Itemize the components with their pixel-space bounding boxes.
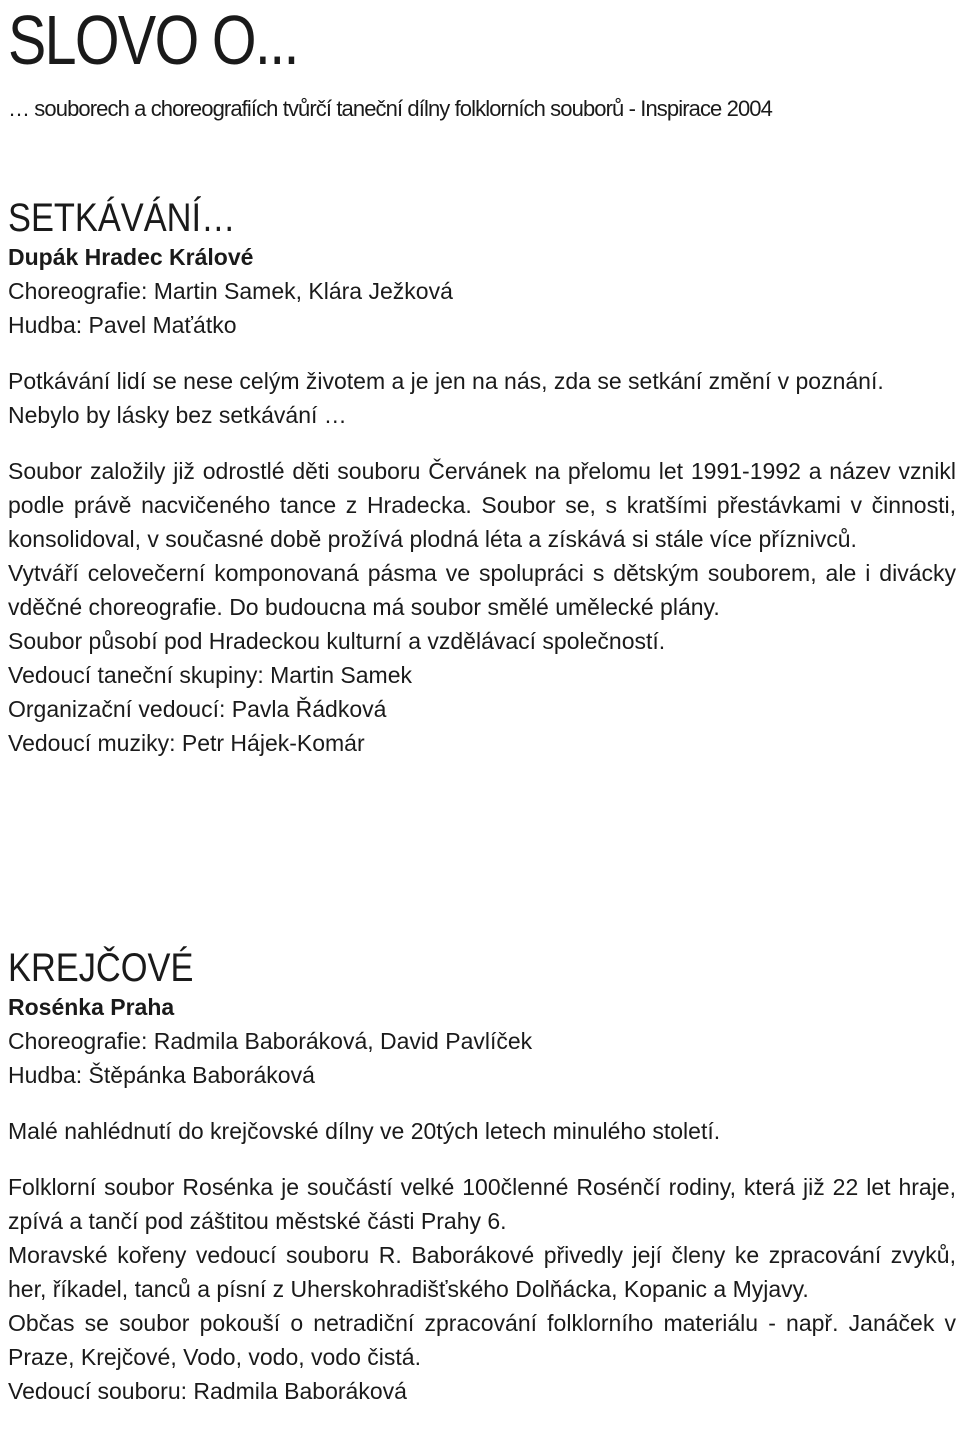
section-setkavani	[8, 196, 956, 760]
choreography-credit: Choreografie: Martin Samek, Klára Ježková	[8, 278, 453, 304]
music-leader: Vedoucí muziky: Petr Hájek-Komár	[8, 730, 365, 756]
choreography-credit: Choreografie: Radmila Baboráková, David Pavlíček	[8, 1028, 533, 1054]
page-subtitle: … souborech a choreografiích tvůrčí taneční dílny folklorních souborů - Inspirace 2004	[8, 96, 772, 121]
body-paragraph: Občas se soubor pokouší o netradiční zpracování folklorního materiálu - např. Janáček v Praze, Krejčové, Vodo, vodo, vodo čistá.	[8, 1310, 956, 1370]
body-paragraph: Vytváří celovečerní komponovaná pásma ve spolupráci s dětským souborem, ale i divácky vděčné choreografie. Do budoucna má soubor smělé umělecké plány.	[8, 560, 956, 620]
intro-paragraph: Malé nahlédnutí do krejčovské dílny ve 20tých letech minulého století.	[8, 1118, 721, 1144]
section-krejcove	[8, 946, 956, 1408]
ensemble-leader: Vedoucí souboru: Radmila Baboráková	[8, 1378, 407, 1404]
spacer	[8, 432, 956, 454]
ensemble-name: Dupák Hradec Králové	[8, 244, 254, 270]
dance-leader: Vedoucí taneční skupiny: Martin Samek	[8, 662, 412, 688]
body-paragraph: Soubor založily již odrostlé děti souboru Červánek na přelomu let 1991-1992 a název vznikl podle právě nacvičeného tance z Hradecka. Soubor se, s kratšími přestávkami v činnosti, konsolidoval, v současné době prožívá plodná léta a získává si stále více příznivců.	[8, 458, 956, 552]
spacer	[8, 342, 956, 364]
music-credit: Hudba: Štěpánka Baboráková	[8, 1062, 315, 1088]
ensemble-name: Rosénka Praha	[8, 994, 175, 1020]
page-title: SLOVO O...	[8, 1, 298, 79]
section-heading: KREJČOVÉ	[8, 946, 194, 990]
spacer	[8, 1148, 956, 1170]
section-heading: SETKÁVÁNÍ…	[8, 196, 236, 240]
motto: Nebylo by lásky bez setkávání …	[8, 402, 347, 428]
spacer	[8, 1092, 956, 1114]
body-paragraph: Folklorní soubor Rosénka je součástí velké 100členné Rosénčí rodiny, která již 22 let hraje, zpívá a tančí pod záštitou městské části Prahy 6.	[8, 1174, 956, 1234]
body-paragraph: Moravské kořeny vedoucí souboru R. Baborákové přivedly její členy ke zpracování zvyků, her, říkadel, tanců a písní z Uherskohradišťského Dolňácka, Kopanic a Myjavy.	[8, 1242, 956, 1302]
music-credit: Hudba: Pavel Maťátko	[8, 312, 237, 338]
intro-paragraph: Potkávání lidí se nese celým životem a je jen na nás, zda se setkání změní v poznání.	[8, 368, 884, 394]
organizational-leader: Organizační vedoucí: Pavla Řádková	[8, 696, 387, 722]
body-paragraph: Soubor působí pod Hradeckou kulturní a vzdělávací společností.	[8, 628, 666, 654]
